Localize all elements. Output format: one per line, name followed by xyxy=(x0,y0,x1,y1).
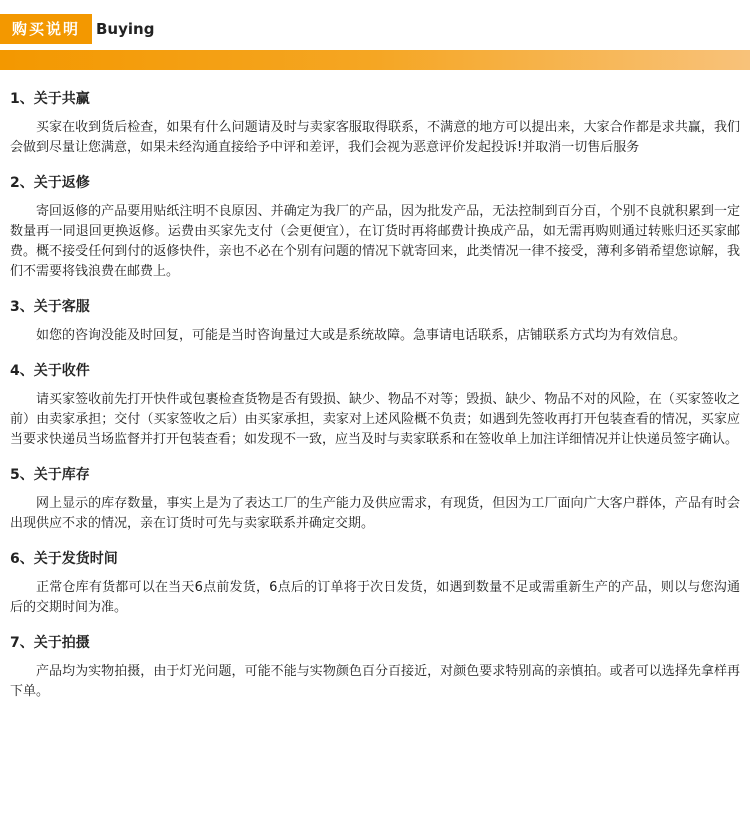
header-title-en: Buying xyxy=(96,20,155,38)
section-title: 1、关于共赢 xyxy=(10,91,90,107)
section-body: 产品均为实物拍摄，由于灯光问题，可能不能与实物颜色百分百接近，对颜色要求特别高的亲慎拍。或者可以选择先拿样再下单。 xyxy=(10,664,740,699)
section-title: 2、关于返修 xyxy=(10,175,90,191)
section-shipping-time xyxy=(10,546,740,618)
header-accent-bar xyxy=(0,50,750,70)
section-customer-service xyxy=(10,294,740,346)
section-inventory xyxy=(10,462,740,534)
section-title: 4、关于收件 xyxy=(10,363,90,379)
section-title: 3、关于客服 xyxy=(10,299,90,315)
section-repair xyxy=(10,170,740,282)
section-body: 如您的咨询没能及时回复，可能是当时咨询量过大或是系统故障。急事请电话联系，店铺联系方式均为有效信息。 xyxy=(36,328,687,343)
section-title: 6、关于发货时间 xyxy=(10,551,118,567)
section-title: 5、关于库存 xyxy=(10,467,90,483)
section-photography xyxy=(10,630,740,702)
instructions-content xyxy=(0,72,750,702)
section-body: 买家在收到货后检查，如果有什么问题请及时与卖家客服取得联系，不满意的地方可以提出来，大家合作都是求共赢，我们会做到尽量让您满意，如果未经沟通直接给予中评和差评，我们会视为恶意评价发起投诉!并取消一切售后服务 xyxy=(10,120,740,155)
section-receiving xyxy=(10,358,740,450)
section-title: 7、关于拍摄 xyxy=(10,635,90,651)
page-header xyxy=(0,0,750,72)
section-body: 请买家签收前先打开快件或包裹检查货物是否有毁损、缺少、物品不对等；毁损、缺少、物品不对的风险，在（买家签收之前）由卖家承担；交付（买家签收之后）由买家承担，卖家对上述风险概不负责；如遇到先签收再打开包装查看的情况，买家应当要求快递员当场监督并打开包装查看；如发现不一致，应当及时与卖家联系和在签收单上加注详细情况并让快递员签字确认。 xyxy=(10,392,740,447)
section-win-win xyxy=(10,86,740,158)
section-body: 正常仓库有货都可以在当天6点前发货，6点后的订单将于次日发货，如遇到数量不足或需重新生产的产品，则以与您沟通后的交期时间为准。 xyxy=(10,580,740,615)
section-body: 网上显示的库存数量，事实上是为了表达工厂的生产能力及供应需求，有现货，但因为工厂面向广大客户群体，产品有时会出现供应不求的情况，亲在订货时可先与卖家联系并确定交期。 xyxy=(10,496,740,531)
section-body: 寄回返修的产品要用贴纸注明不良原因、并确定为我厂的产品，因为批发产品，无法控制到百分百，个别不良就积累到一定数量再一同退回更换返修。运费由买家先支付（会更便宜），在订货时再将邮费计换成产品，如无需再购则通过转账归还买家邮费。概不接受任何到付的返修快件，亲也不必在个别有问题的情况下就寄回来，此类情况一律不接受，薄利多销希望您谅解，我们不需要将钱浪费在邮费上。 xyxy=(10,204,740,279)
header-title-cn: 购买说明 xyxy=(0,14,92,44)
